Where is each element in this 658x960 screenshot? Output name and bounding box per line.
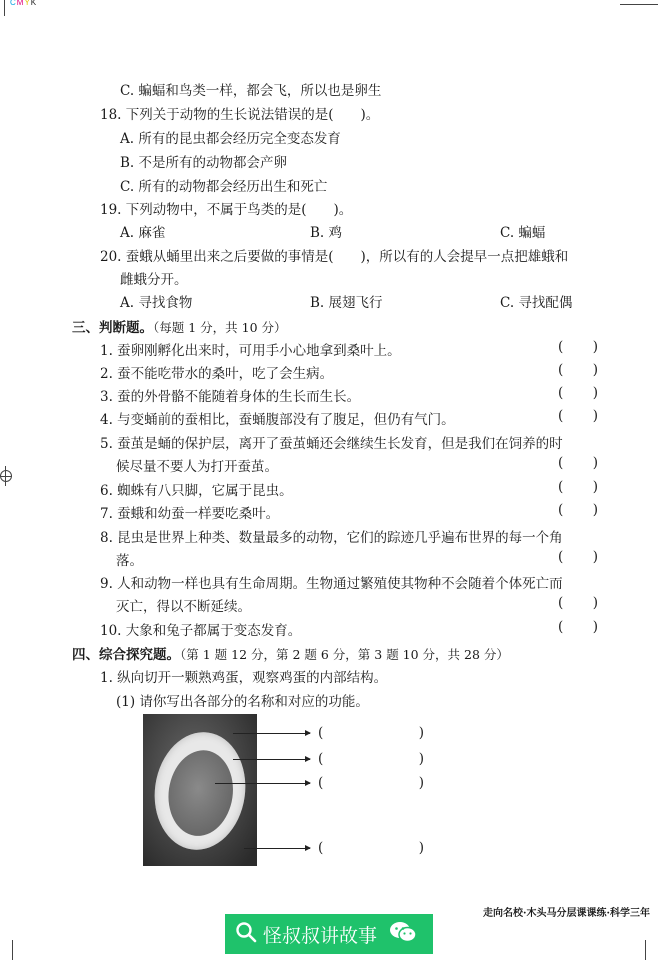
judge-item-1: 1. 蚕卵刚孵化出来时，可用手小心地拿到桑叶上。: [100, 343, 401, 359]
q19-option-a: A. 麻雀: [120, 225, 166, 241]
label-blank-4[interactable]: ( ): [318, 840, 424, 856]
judge-item-8-line2: 落。: [116, 553, 143, 569]
judge-item-6: 6. 蜘蛛有八只脚，它属于昆虫。: [100, 483, 293, 499]
answer-blank-6[interactable]: ( ): [558, 479, 598, 495]
q18-option-a: A. 所有的昆虫都会经历完全变态发育: [120, 131, 341, 147]
label-blank-2[interactable]: ( ): [318, 751, 424, 767]
q20-stem-line2: 雌蛾分开。: [120, 272, 188, 288]
cmyk-y: Y: [24, 0, 31, 7]
answer-blank-10[interactable]: ( ): [558, 619, 598, 635]
judge-item-7: 7. 蚕蛾和幼蚕一样要吃桑叶。: [100, 506, 280, 522]
wechat-icon: [389, 921, 417, 948]
q19-stem: 19. 下列动物中，不属于鸟类的是( )。: [100, 202, 353, 218]
judge-item-10: 10. 大象和兔子都属于变态发育。: [100, 623, 302, 639]
judge-item-5-line2: 候尽量不要人为打开蚕茧。: [116, 459, 278, 475]
q18-stem: 18. 下列关于动物的生长说法错误的是( )。: [100, 107, 380, 123]
crop-mark-top-right: [620, 4, 658, 5]
section3-title: 三、判断题。: [72, 320, 153, 336]
judge-item-5-line1: 5. 蚕茧是蛹的保护层，离开了蚕茧蛹还会继续生长发育，但是我们在饲养的时: [100, 436, 563, 452]
judge-item-2: 2. 蚕不能吃带水的桑叶，吃了会生病。: [100, 366, 334, 382]
answer-blank-2[interactable]: ( ): [558, 362, 598, 378]
egg-white-region: [147, 726, 253, 855]
q20-option-b: B. 展翅飞行: [310, 295, 383, 311]
q19-option-c: C. 蝙蝠: [500, 225, 546, 241]
watermark-banner: [225, 914, 433, 954]
pointer-arrow-3: [215, 783, 310, 784]
answer-blank-4[interactable]: ( ): [558, 408, 598, 424]
q20-option-c: C. 寻找配偶: [500, 295, 573, 311]
pointer-arrow-1: [233, 733, 310, 734]
answer-blank-8[interactable]: ( ): [558, 549, 598, 565]
label-blank-1[interactable]: ( ): [318, 725, 424, 741]
search-icon: [235, 921, 257, 948]
watermark-text: 怪叔叔讲故事: [263, 924, 378, 947]
q20-option-a: A. 寻找食物: [120, 295, 193, 311]
judge-item-9-line1: 9. 人和动物一样也具有生命周期。生物通过繁殖使其物种不会随着个体死亡而: [100, 576, 563, 592]
pointer-arrow-2: [233, 759, 310, 760]
section3-score-note: （每题 1 分，共 10 分）: [153, 320, 287, 335]
crop-mark-bottom-left: [12, 940, 13, 960]
cmyk-print-mark: [10, 0, 37, 7]
q19-option-b: B. 鸡: [310, 225, 343, 241]
answer-blank-5[interactable]: ( ): [558, 455, 598, 471]
q17-option-c: C. 蝙蝠和鸟类一样，都会飞，所以也是卵生: [120, 83, 382, 99]
section4-score-note: （第 1 题 12 分，第 2 题 6 分，第 3 题 10 分，共 28 分）: [180, 647, 509, 662]
answer-blank-1[interactable]: ( ): [558, 339, 598, 355]
section4-q1: 1. 纵向切开一颗熟鸡蛋，观察鸡蛋的内部结构。: [100, 670, 388, 686]
egg-yolk-region: [163, 746, 238, 840]
label-blank-3[interactable]: ( ): [318, 775, 424, 791]
answer-blank-3[interactable]: ( ): [558, 385, 598, 401]
crop-mark-top-left: [4, 0, 5, 16]
section4-title: 四、综合探究题。: [72, 647, 180, 663]
cmyk-c: C: [10, 0, 17, 7]
section3-heading: [72, 316, 287, 336]
q18-option-c: C. 所有的动物都会经历出生和死亡: [120, 179, 328, 195]
judge-item-3: 3. 蚕的外骨骼不能随着身体的生长而生长。: [100, 389, 361, 405]
judge-item-4: 4. 与变蛹前的蚕相比，蚕蛹腹部没有了腹足，但仍有气门。: [100, 412, 455, 428]
q18-option-b: B. 不是所有的动物都会产卵: [120, 155, 288, 171]
crop-mark-bottom-right: [645, 940, 646, 960]
section4-q1-sub1: (1) 请你写出各部分的名称和对应的功能。: [116, 694, 369, 710]
registration-circle: [0, 470, 12, 482]
q20-stem-line1: 20. 蚕蛾从蛹里出来之后要做的事情是( )，所以有的人会提早一点把雄蛾和: [100, 249, 569, 265]
judge-item-9-line2: 灭亡，得以不断延续。: [116, 599, 251, 615]
boiled-egg-cross-section-photo: [143, 714, 257, 866]
answer-blank-9[interactable]: ( ): [558, 595, 598, 611]
cmyk-m: M: [16, 0, 25, 7]
answer-blank-7[interactable]: ( ): [558, 502, 598, 518]
judge-item-8-line1: 8. 昆虫是世界上种类、数量最多的动物，它们的踪迹几乎遍布世界的每一个角: [100, 530, 563, 546]
section4-heading: [72, 643, 509, 663]
pointer-arrow-4: [244, 848, 310, 849]
page-footer: 走向名校·木头马分层课课练·科学三年: [483, 908, 650, 919]
cmyk-k: K: [30, 0, 38, 7]
